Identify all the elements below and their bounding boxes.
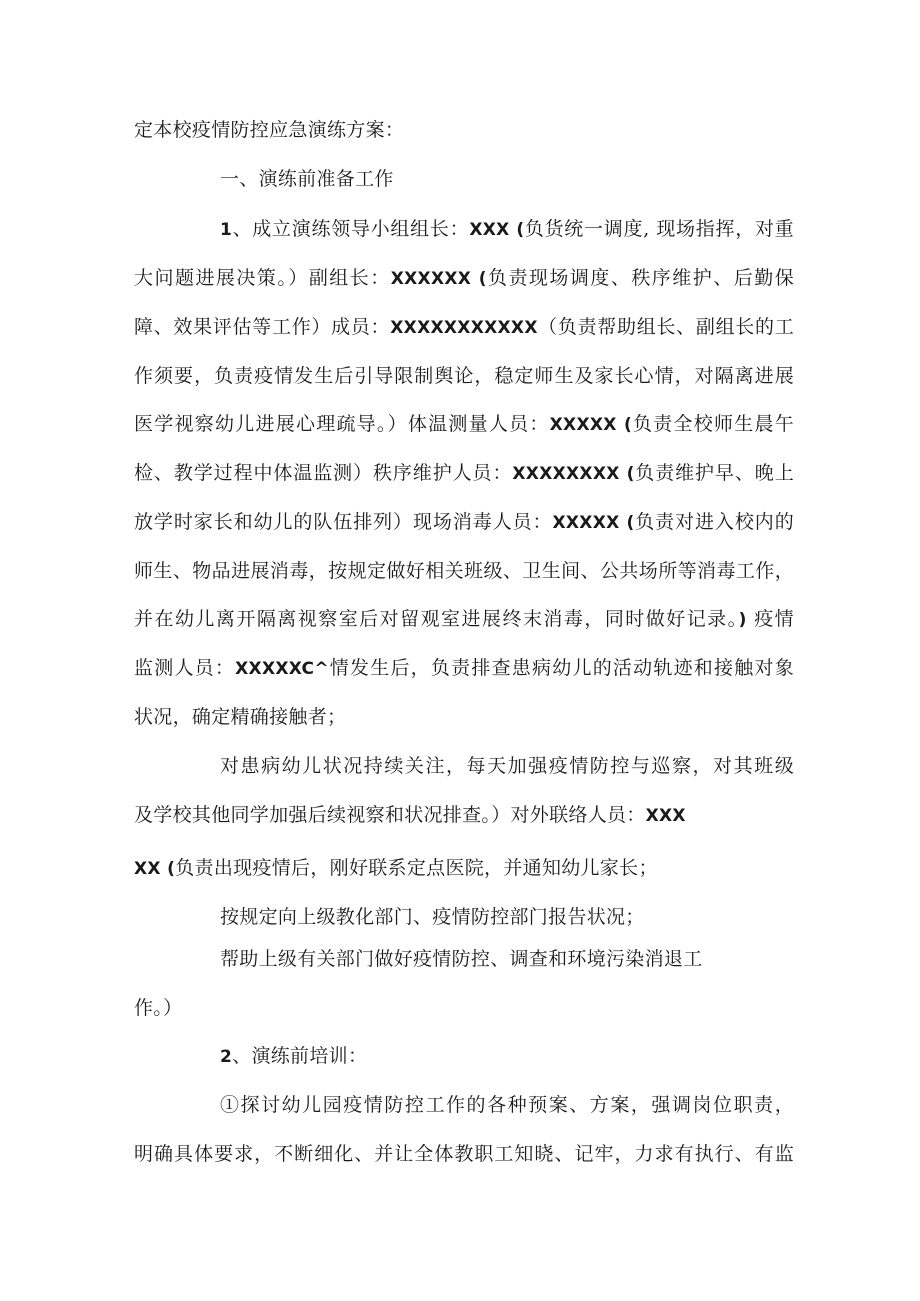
text-line-14 — [220, 753, 794, 779]
section-heading-preparation — [220, 166, 794, 192]
text-line-12 — [134, 655, 794, 682]
bold-run: XX — [134, 859, 161, 879]
text-run: 明确具体要求，不断细化、并让全体教职工知晓、记牢，力求有执行、有监 — [134, 1143, 794, 1165]
bold-run: ( — [626, 464, 635, 484]
text-line-16 — [134, 855, 794, 882]
text-line-5 — [134, 314, 794, 341]
text-line-17 — [220, 904, 880, 930]
text-line-8 — [134, 460, 794, 487]
bold-run: 1 — [220, 220, 233, 240]
text-run: 医学视察幼儿进展心理疏导。）体温测量人员： — [134, 413, 550, 435]
bold-run: XXX — [469, 220, 510, 240]
text-line-7 — [134, 411, 794, 438]
text-line-6 — [134, 363, 794, 389]
text-run — [620, 511, 627, 533]
text-run: 一、演练前准备工作 — [220, 168, 394, 190]
bold-run: XXXXX — [549, 415, 617, 435]
text-line-10 — [134, 558, 794, 584]
text-line-19 — [134, 995, 794, 1021]
bold-run: XXXXXXXXXXX — [390, 318, 538, 338]
text-run: 负责对进入校内的 — [634, 511, 794, 533]
text-run: 疫情 — [746, 608, 794, 630]
text-run: 负货统一调度, 现场指挥，对重 — [524, 218, 794, 240]
text-line-15 — [134, 802, 794, 829]
text-run: 师生、物品进展消毒，按规定做好相关班级、卫生间、公共场所等消毒工作， — [134, 560, 794, 582]
text-line-9 — [134, 509, 794, 536]
text-line-13 — [134, 704, 794, 730]
text-run: 放学时家长和幼儿的队伍排列）现场消毒人员： — [134, 511, 553, 533]
text-run: 障、效果评估等工作）成员： — [134, 316, 391, 338]
text-run: 负责现场调度、秩序维护、后勤保 — [486, 267, 794, 289]
text-line-3 — [220, 216, 794, 243]
text-run: 按规定向上级教化部门、疫情防控部门报告状况； — [220, 906, 645, 928]
text-run — [617, 413, 624, 435]
bold-run: ( — [478, 269, 487, 289]
bold-run: ) — [738, 610, 747, 630]
text-run: 帮助上级有关部门做好疫情防控、调查和环境污染消退工 — [220, 948, 703, 970]
text-run — [471, 267, 479, 289]
text-run: 对患病幼儿状况持续关注，每天加强疫情防控与巡察，对其班级 — [220, 755, 794, 777]
text-run: 检、教学过程中体温监测）秩序维护人员： — [134, 462, 513, 484]
text-line-11 — [134, 606, 794, 633]
text-run: ①探讨幼儿园疫情防控工作的各种预案、方案，强调岗位职责， — [220, 1094, 794, 1116]
text-run: 作须要，负责疫情发生后引导限制舆论，稳定师生及家长心情，对隔离进展 — [134, 365, 794, 387]
text-run: 大问题进展决策。）副组长： — [134, 267, 391, 289]
text-line-21 — [220, 1092, 794, 1118]
bold-run: ( — [516, 220, 525, 240]
text-line-4 — [134, 265, 794, 292]
text-run: 及学校其他同学加强后续视察和状况排查。）对外联络人员： — [134, 804, 646, 826]
text-run: 情发生后，负责排查患病幼儿的活动轨迹和接触对象 — [328, 657, 794, 679]
bold-run: ( — [626, 513, 635, 533]
section-heading-training — [220, 1043, 880, 1070]
text-run: 负责全校师生晨午 — [632, 413, 794, 435]
text-run: 、成立演练领导小组组长： — [232, 218, 470, 240]
text-run: 监测人员： — [134, 657, 236, 679]
bold-run: XXXXXC^ — [235, 659, 329, 679]
text-run: 并在幼儿离开隔离视察室后对留观室进展终末消毒，同时做好记录。 — [134, 608, 739, 630]
bold-run: 2 — [220, 1047, 233, 1067]
bold-run: ( — [167, 859, 176, 879]
bold-run: XXX — [645, 806, 686, 826]
text-run: （负责帮助组长、副组长的工 — [537, 316, 794, 338]
text-run — [620, 462, 627, 484]
bold-run: XXXXX — [552, 513, 620, 533]
text-line-18 — [220, 946, 880, 972]
text-run: 状况，确定精确接触者； — [134, 706, 347, 728]
text-run: 作。） — [134, 997, 183, 1019]
text-run: 负责维护早、晚上 — [634, 462, 794, 484]
text-run: 、演练前培训： — [232, 1045, 368, 1067]
text-run: 定本校疫情防控应急演练方案： — [134, 119, 405, 141]
text-line-1 — [134, 117, 794, 143]
bold-run: ( — [623, 415, 633, 435]
text-run: 负责出现疫情后，刚好联系定点医院，并通知幼儿家长； — [175, 857, 658, 879]
bold-run: XXXXXXXX — [512, 464, 620, 484]
text-line-22 — [134, 1141, 794, 1167]
bold-run: XXXXXX — [390, 269, 472, 289]
